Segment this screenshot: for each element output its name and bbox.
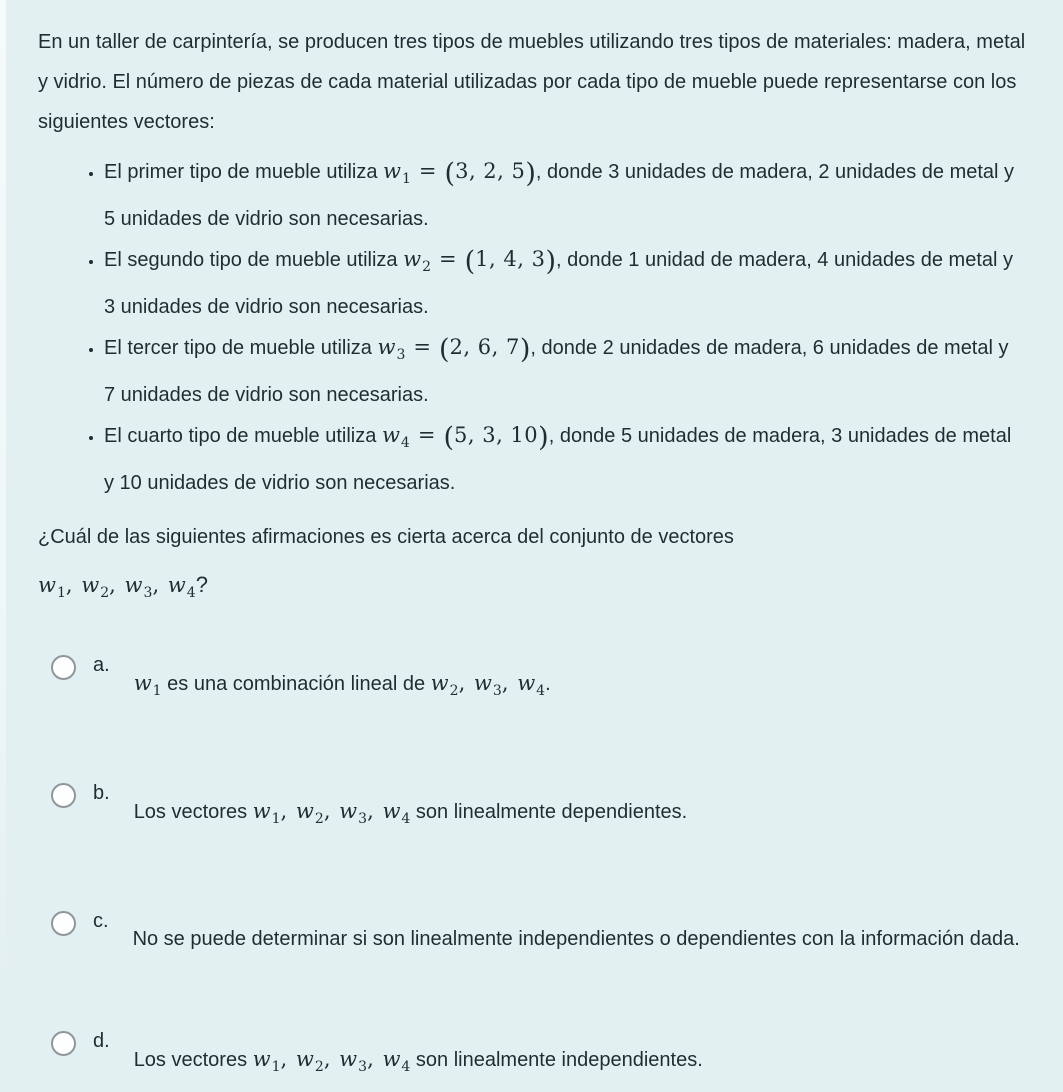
radio-option-c[interactable] — [51, 911, 76, 936]
radio-option-a[interactable] — [51, 655, 76, 680]
radio-option-b[interactable] — [51, 783, 76, 808]
option-letter-a: a. — [93, 654, 110, 676]
bullet-text-3: El tercer tipo de mueble utiliza $w_3 = (2$, 6, 7), donde 2 unidades de madera, 6 unidades de metal y 7 unidades de vidrio son necesarias. — [104, 334, 1009, 406]
answer-option-c[interactable] — [38, 905, 1038, 961]
bullet-text-4: El cuarto tipo de mueble utiliza $w_4 = (5$, 3, 10), donde 5 unidades de madera, 3 unidades de metal y 10 unidades de vidrio son necesarias. — [104, 422, 1012, 494]
option-text-d: Los vectores $w_1$, $w_2$, $w_3$, $w_4$ son linealmente independientes. — [133, 1047, 703, 1075]
left-edge-highlight — [0, 0, 6, 1092]
option-letter-c: c. — [93, 910, 109, 932]
answer-option-a[interactable] — [38, 649, 1038, 713]
option-letter-d: d. — [93, 1030, 110, 1052]
option-text-a: $w_1$ es una combinación lineal de $w_2$, $w_3$, $w_4$. — [133, 671, 551, 699]
bullet-item-4 — [104, 415, 1020, 503]
option-text-b: Los vectores $w_1$, $w_2$, $w_3$, $w_4$ son linealmente dependientes. — [133, 799, 688, 827]
answer-option-b[interactable] — [38, 777, 1038, 841]
bullet-item-3 — [104, 327, 1020, 415]
radio-option-d[interactable] — [51, 1031, 76, 1056]
question-line1: ¿Cuál de las siguientes afirmaciones es cierta acerca del conjunto de vectores — [38, 526, 734, 548]
question-block — [38, 517, 1030, 615]
option-text-c: No se puede determinar si son linealmente independientes o dependientes con la información dada. — [132, 928, 1020, 950]
question-math-line: $w_1$, $w_2$, $w_3$, $w_4$? — [38, 572, 208, 601]
vector-bullet-list — [38, 151, 1024, 503]
bullet-text-1: El primer tipo de mueble utiliza $w_1 = (3$, 2, 5), donde 3 unidades de madera, 2 unidades de metal y 5 unidades de vidrio son necesarias. — [104, 158, 1015, 230]
answer-option-d[interactable] — [38, 1025, 1038, 1089]
option-letter-b: b. — [93, 782, 110, 804]
bullet-item-2 — [104, 239, 1020, 327]
bullet-text-2: El segundo tipo de mueble utiliza $w_2 = (1$, 4, 3), donde 1 unidad de madera, 4 unidades de metal y 3 unidades de vidrio son necesarias. — [104, 246, 1013, 318]
question-intro: En un taller de carpintería, se producen tres tipos de muebles utilizando tres tipos de materiales: madera, metal y vidrio. El número de piezas de cada material utilizadas por cada tipo de mueble puede representarse con los siguientes vectores: — [38, 31, 1026, 133]
bullet-item-1 — [104, 151, 1020, 239]
answer-options — [38, 649, 1038, 1089]
